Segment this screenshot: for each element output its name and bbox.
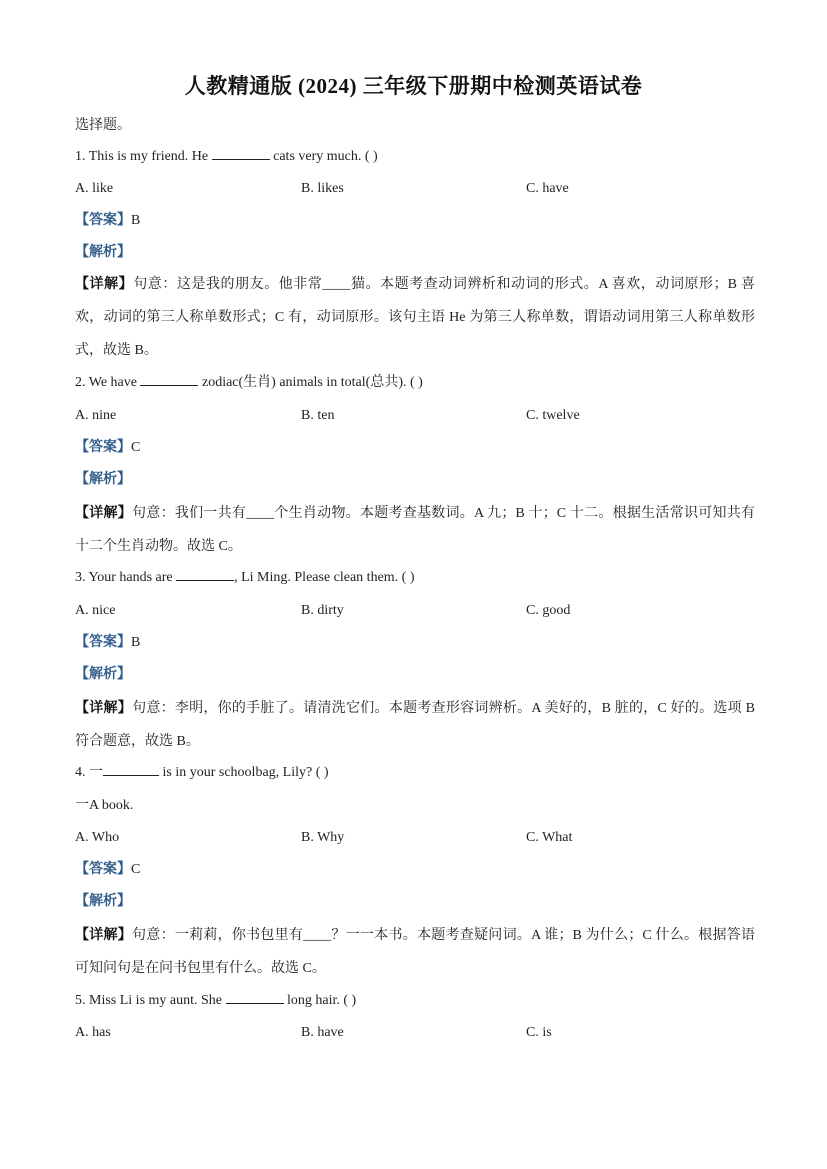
analysis-label: 【解析】 <box>75 667 131 682</box>
option-b: B. likes <box>301 181 344 196</box>
question-4-stem: 4. 一 is in your schoolbag, Lily? ( ) <box>75 765 329 780</box>
option-a: A. like <box>75 181 114 196</box>
answer-line: 【答案】C <box>75 440 141 455</box>
detail-paragraph: 【详解】句意：我们一共有____个生肖动物。本题考查基数词。A 九；B 十；C 十二。根据生活常识可知共有十二个生肖动物。故选 C。 <box>75 506 755 554</box>
option-b: B. Why <box>301 830 345 845</box>
detail-paragraph: 【详解】句意：这是我的朋友。他非常____猫。本题考查动词辨析和动词的形式。A 喜欢，动词原形；B 喜欢，动词的第三人称单数形式；C 有，动词原形。该句主语 He 为第三人称单数，谓语动词用第三人称单数形式，故选 B。 <box>75 277 755 358</box>
answer-line: 【答案】B <box>75 213 141 228</box>
answer-blank <box>212 147 270 160</box>
question-1-stem: 1. This is my friend. He cats very much. ( ) <box>75 149 378 164</box>
question-5-stem: 5. Miss Li is my aunt. She long hair. ( ) <box>75 993 357 1008</box>
option-a: A. has <box>75 1025 111 1040</box>
question-3-stem: 3. Your hands are , Li Ming. Please clean them. ( ) <box>75 570 415 585</box>
option-c: C. is <box>526 1025 552 1040</box>
detail-paragraph: 【详解】句意：李明，你的手脏了。请清洗它们。本题考查形容词辨析。A 美好的，B 脏的，C 好的。选项 B 符合题意，故选 B。 <box>75 701 755 749</box>
answer-line: 【答案】B <box>75 635 141 650</box>
analysis-label: 【解析】 <box>75 472 131 487</box>
answer-blank <box>176 568 234 581</box>
option-c: C. have <box>526 181 569 196</box>
option-a: A. nice <box>75 603 116 618</box>
section-heading: 选择题。 <box>75 118 131 133</box>
option-a: A. nine <box>75 408 117 423</box>
option-b: B. ten <box>301 408 335 423</box>
answer-blank <box>103 763 159 776</box>
option-c: C. What <box>526 830 573 845</box>
page-title: 人教精通版 (2024) 三年级下册期中检测英语试卷 <box>184 74 643 98</box>
analysis-label: 【解析】 <box>75 894 131 909</box>
question-2-stem: 2. We have zodiac(生肖) animals in total(总共). ( ) <box>75 375 423 390</box>
analysis-label: 【解析】 <box>75 245 131 260</box>
option-c: C. good <box>526 603 571 618</box>
answer-line: 【答案】C <box>75 862 141 877</box>
answer-blank <box>226 991 284 1004</box>
option-b: B. have <box>301 1025 344 1040</box>
question-4-reply: 一A book. <box>75 798 134 813</box>
option-c: C. twelve <box>526 408 580 423</box>
option-a: A. Who <box>75 830 120 845</box>
option-b: B. dirty <box>301 603 344 618</box>
detail-paragraph: 【详解】句意：一莉莉，你书包里有____？一一本书。本题考查疑问词。A 谁；B 为什么；C 什么。根据答语可知问句是在问书包里有什么。故选 C。 <box>75 928 755 976</box>
answer-blank <box>140 373 198 386</box>
